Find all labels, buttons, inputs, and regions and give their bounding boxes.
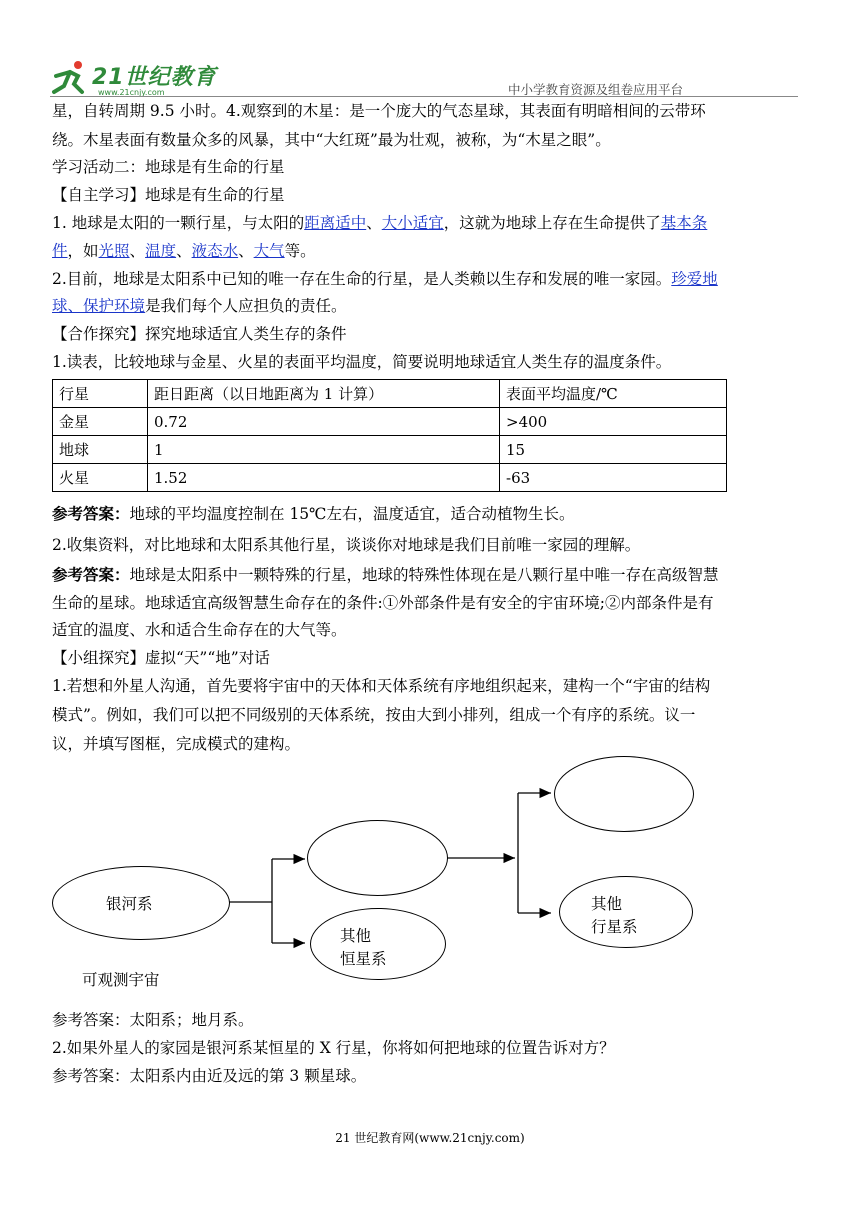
header-tagline: 中小学教育资源及组卷应用平台: [508, 82, 684, 97]
text-span: ，这就为地球上存在生命提供了: [443, 214, 661, 232]
table-cell: 1.52: [148, 464, 500, 492]
diagram-caption: 可观测宇宙: [82, 971, 160, 989]
underlined-answer: 距离适中: [304, 214, 367, 232]
table-cell: 火星: [53, 464, 148, 492]
question-3-line-2: 模式”。例如，我们可以把不同级别的天体系统，按由大到小排列，组成一个有序的系统。议一: [52, 706, 696, 724]
underlined-answer: 液态水: [191, 242, 239, 260]
text-span: 、: [238, 242, 254, 260]
table-header-cell: 距日距离（以日地距离为 1 计算）: [148, 380, 500, 408]
underlined-answer: 珍爱地: [671, 270, 718, 288]
table-cell: 金星: [53, 408, 148, 436]
table-cell: 15: [500, 436, 727, 464]
page-footer: 21 世纪教育网(www.21cnjy.com): [335, 1131, 525, 1145]
question-1: 1.读表，比较地球与金星、火星的表面平均温度，简要说明地球适宜人类生存的温度条件。: [52, 353, 672, 371]
underlined-answer: 大气: [253, 242, 285, 260]
table-header-cell: 行星: [53, 380, 148, 408]
answer-label: 参考答案：: [52, 565, 130, 584]
group-heading: 【小组探究】虚拟“天”“地”对话: [52, 649, 270, 667]
question-3-line-3: 议，并填写图框，完成模式的建构。: [52, 735, 301, 753]
text-span: ，如: [67, 242, 99, 260]
question-4: 2.如果外星人的家园是银河系某恒星的 X 行星，你将如何把地球的位置告诉对方？: [52, 1039, 615, 1057]
underlined-answer: 大小适宜: [381, 214, 444, 232]
self-study-heading: 【自主学习】地球是有生命的行星: [52, 186, 285, 204]
cooperative-heading: 【合作探究】探究地球适宜人类生存的条件: [52, 325, 347, 343]
text-span: 是我们每个人应担负的责任。: [145, 297, 347, 315]
question-2: 2.收集资料，对比地球和太阳系其他行星，谈谈你对地球是我们目前唯一家园的理解。: [52, 536, 641, 554]
text-line-2: 绕。木星表面有数量众多的风暴，其中“大红斑”最为壮观，被称，为“木星之眼”。: [52, 131, 611, 149]
text-span: 2.目前，地球是太阳系中已知的唯一存在生命的行星，是人类赖以生存和发展的唯一家园。: [52, 270, 672, 288]
text-span: 、: [129, 242, 146, 260]
answer-3: 参考答案：太阳系；地月系。: [52, 1011, 254, 1029]
text-span: 1. 地球是太阳的一颗行星，与太阳的: [52, 214, 305, 232]
text-span: 等。: [284, 242, 316, 260]
answer-2-line-3: 适宜的温度、水和适合生命存在的大气等。: [52, 621, 347, 639]
answer-text: 地球的平均温度控制在 15℃左右，温度适宜，适合动植物生长。: [129, 505, 575, 523]
other-planet-label-1: 其他: [591, 895, 623, 913]
table-cell: -63: [500, 464, 727, 492]
underlined-answer: 温度: [145, 242, 177, 260]
activity-heading: 学习活动二：地球是有生命的行星: [52, 158, 285, 176]
other-star-label-1: 其他: [340, 927, 372, 945]
text-line-1: 星，自转周期 9.5 小时。4.观察到的木星：是一个庞大的气态星球，其表面有明暗相间的云带环: [52, 102, 706, 120]
answer-label: 参考答案：: [52, 504, 130, 523]
other-planet-label-2: 行星系: [591, 918, 638, 936]
galaxy-label: 银河系: [106, 895, 153, 913]
table-header-cell: 表面平均温度/℃: [500, 380, 727, 408]
logo-site: www.21cnjy.com: [98, 88, 165, 97]
underlined-answer: 基本条: [660, 214, 708, 232]
underlined-answer: 球、保护环境: [52, 297, 146, 315]
logo-brand: 21世纪教育: [92, 65, 217, 90]
answer-4: 参考答案：太阳系内由近及远的第 3 颗星球。: [52, 1067, 367, 1085]
blank-box-solar-system: [307, 820, 448, 896]
other-star-label-2: 恒星系: [340, 950, 387, 968]
table-cell: 1: [148, 436, 500, 464]
table-cell: 0.72: [148, 408, 500, 436]
answer-text: 地球是太阳系中一颗特殊的行星，地球的特殊性体现在是八颗行星中唯一存在高级智慧: [129, 566, 719, 584]
underlined-answer: 光照: [98, 242, 130, 260]
table-cell: 地球: [53, 436, 148, 464]
underlined-answer: 件: [52, 242, 68, 260]
text-span: 、: [176, 242, 192, 260]
blank-box-earth-moon: [554, 756, 694, 832]
table-cell: >400: [500, 408, 727, 436]
question-3-line-1: 1.若想和外星人沟通，首先要将宇宙中的天体和天体系统有序地组织起来，建构一个“宇宙的结构: [52, 677, 711, 695]
answer-2-line-2: 生命的星球。地球适宜高级智慧生命存在的条件:①外部条件是有安全的宇宙环境;②内部条件是有: [52, 594, 714, 612]
text-span: 、: [366, 214, 382, 232]
